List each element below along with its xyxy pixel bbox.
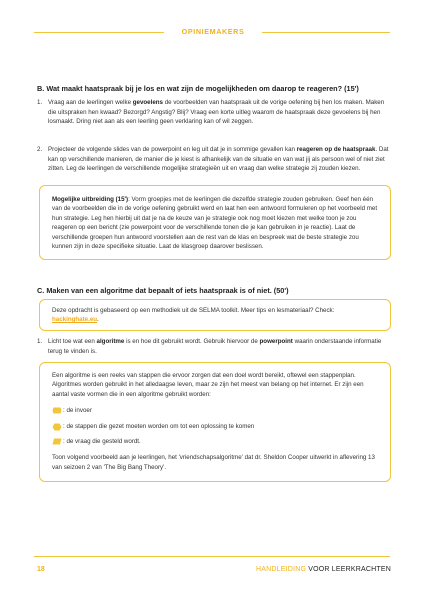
box-bold-lead: Mogelijke uitbreiding (15')	[52, 196, 129, 203]
page-number: 18	[37, 566, 45, 573]
list-number: 1.	[37, 99, 43, 106]
item-text: . Dat kan op verschillende manieren, de manier die je kiest is afhankelijk van de situatie en van wat jij als persoon wel of niet ziet zitten. Leg de leerlingen de verschillende mogelijke strategieën uit en vraag dan welke strategie zij zouden kiezen.	[48, 146, 389, 172]
input-label: : de invoer	[63, 407, 92, 415]
hackinghate-link[interactable]: hackinghate.eu	[52, 316, 98, 324]
item-text: waarin onderstaande informatie terug te vinden is.	[48, 338, 382, 355]
header-rule-right	[262, 32, 390, 33]
footer-rule	[34, 556, 390, 557]
footer-part-1: HANDLEIDING	[256, 566, 307, 573]
item-text: is en hoe dit gebruikt wordt. Gebruik hiervoor de	[124, 338, 260, 345]
algorithm-intro: Een algoritme is een reeks van stappen die ervoor zorgen dat een doel wordt bereikt, oftewel een stappenplan. Algoritmes worden gebruikt in het alledaagse leven, maar ze zijn het meest van belang op het internet. Er zijn een aantal vaste vormen die in een algoritme gebruikt worden:	[52, 372, 364, 398]
section-c-item-1	[37, 337, 392, 356]
item-text: Licht toe wat een	[48, 338, 97, 345]
section-b-item-1	[37, 98, 392, 127]
footer-part-2: VOOR LEERKRACHTEN	[306, 566, 391, 573]
source-note-box	[39, 299, 391, 331]
item-text: de voorbeelden van haatspraak uit de vorige oefening bij hen los maken. Maken die uitspraken hen kwaad? Bezorgd? Angstig? Blij? Vraag een korte uitleg waarom de haatspraak deze gevoelens bij hen losmaakt. Dring niet aan als een leerling geen verklaring kan of wil zeggen.	[48, 99, 385, 125]
item-text: Projecteer de volgende slides van de powerpoint en leg uit dat je in sommige gevallen kan	[48, 146, 297, 153]
page-header	[0, 27, 424, 38]
question-label: : de vraag die gesteld wordt.	[63, 438, 141, 445]
list-number: 2.	[37, 146, 43, 153]
header-rule-left	[34, 32, 164, 33]
steps-row	[52, 422, 380, 431]
section-b-heading: B. Wat maakt haatspraak bij je los en wat zijn de mogelijkheden om daarop te reageren? (15')	[37, 84, 359, 93]
extension-box	[39, 185, 391, 260]
input-shape-icon	[52, 407, 62, 414]
input-row	[52, 406, 380, 415]
item-bold: gevoelens	[132, 99, 163, 106]
footer-title	[256, 566, 391, 573]
item-bold: reageren op de haatspraak	[296, 146, 376, 153]
item-bold: algoritme	[96, 338, 125, 345]
algorithm-box	[39, 362, 391, 482]
note-end: .	[97, 316, 99, 324]
question-shape-icon	[52, 438, 62, 445]
note-text: Deze opdracht is gebaseerd op een methodiek uit de SELMA toolkit. Meer tips en lesmateriaal? Check:	[52, 307, 335, 314]
process-shape-icon	[52, 423, 62, 431]
item-bold: powerpoint	[259, 338, 293, 345]
header-label: OPINIEMAKERS	[181, 27, 245, 36]
section-c-heading: C. Maken van een algoritme dat bepaalt of iets haatspraak is of niet. (50')	[37, 286, 289, 295]
list-number: 1.	[37, 338, 43, 345]
question-row	[52, 437, 380, 446]
item-text: Vraag aan de leerlingen welke	[48, 99, 133, 106]
section-b-item-2	[37, 145, 392, 174]
algorithm-example: Toon volgend voorbeeld aan je leerlingen, het 'vriendschapsalgoritme' dat dr. Sheldon Cooper uitwerkt in aflevering 13 van seizoen 2 van 'The Big Bang Theory'.	[52, 454, 375, 471]
steps-label: : de stappen die gezet moeten worden om tot een oplossing te komen	[63, 422, 255, 430]
box-text: : Vorm groepjes met de leerlingen die dezelfde strategie zouden gebruiken. Geef hen één van de voorbeelden die in de vorige oefening gebruikt werd en laat hen een antwoord formuleren op het voorbeeld met hun strategie. Leg hen hierbij uit dat je na de keuze van je strategie ook nog moet kiezen met welke toon je zou reageren op een bericht (zie powerpoint voor de verschillende tonen die je kan gebruiken in je reactie). Laat de verschillende groepen hun antwoord voorstellen aan de rest van de klas en bespreek wat de beste strategie zou kunnen zijn in deze specifieke situatie. Laat de klasgroep daarover beslissen.	[52, 196, 378, 251]
